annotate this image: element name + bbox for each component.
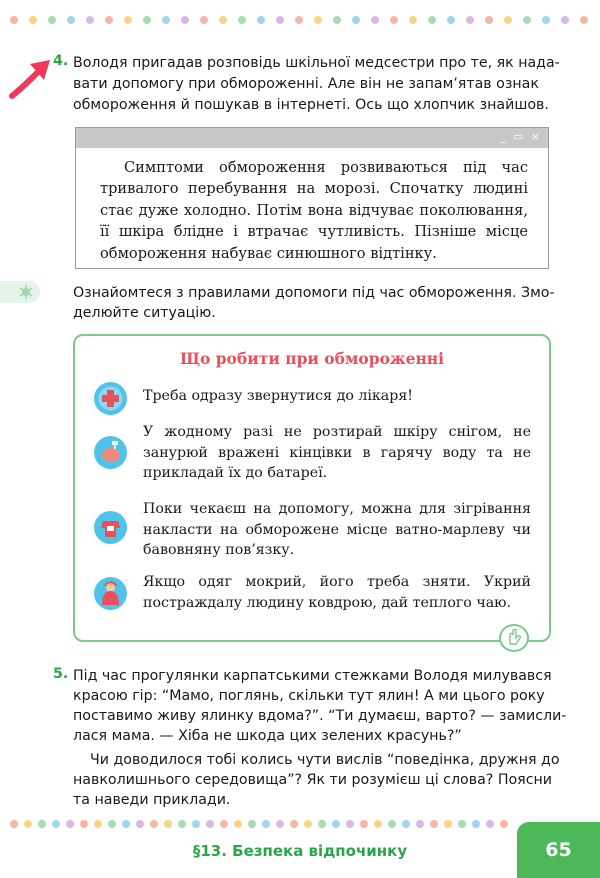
decorative-dot bbox=[192, 820, 200, 828]
first-aid-rules-box bbox=[73, 334, 551, 642]
decorative-dot bbox=[500, 820, 508, 828]
top-dot-border bbox=[0, 16, 600, 26]
decorative-dot bbox=[29, 16, 37, 24]
decorative-dot bbox=[458, 820, 466, 828]
instruction-line-1: Ознайомтеся з правилами допомоги під час обмороження. Змо- bbox=[73, 285, 555, 301]
section-title: §13. Безпека відпочинку bbox=[192, 842, 408, 860]
page-number: 65 bbox=[517, 822, 600, 878]
decorative-dot bbox=[276, 16, 284, 24]
snowflake-icon bbox=[0, 281, 40, 303]
decorative-dot bbox=[360, 820, 368, 828]
decorative-dot bbox=[248, 820, 256, 828]
decorative-dot bbox=[472, 820, 480, 828]
task-5-question-2: навколишнього середовища”? Як ти розумієш ці слова? Поясни bbox=[73, 772, 553, 788]
decorative-dot bbox=[542, 16, 550, 24]
decorative-dot bbox=[181, 16, 189, 24]
task-4-number: 4. bbox=[53, 53, 69, 69]
blanket-person-icon bbox=[94, 577, 127, 610]
decorative-dot bbox=[390, 16, 398, 24]
decorative-dot bbox=[295, 16, 303, 24]
task-5-number: 5. bbox=[53, 666, 69, 682]
hand-washing-icon bbox=[94, 436, 127, 469]
decorative-dot bbox=[220, 820, 228, 828]
decorative-dot bbox=[318, 820, 326, 828]
medical-cross-icon bbox=[94, 382, 127, 415]
decorative-dot bbox=[164, 820, 172, 828]
rule-item-1: Треба одразу звернутися до лікаря! bbox=[143, 388, 413, 404]
decorative-dot bbox=[80, 820, 88, 828]
instruction-line-2: делюйте ситуацію. bbox=[73, 305, 216, 321]
decorative-dot bbox=[504, 16, 512, 24]
task-5-question-3: та наведи приклади. bbox=[73, 792, 231, 808]
decorative-dot bbox=[371, 16, 379, 24]
decorative-dot bbox=[206, 820, 214, 828]
decorative-dot bbox=[352, 16, 360, 24]
decorative-dot bbox=[388, 820, 396, 828]
decorative-dot bbox=[10, 16, 18, 24]
task-5-question-1: Чи доводилося тобі колись чути вислів “поведінка, дружня до bbox=[90, 752, 560, 768]
search-result-window bbox=[75, 127, 549, 269]
decorative-dot bbox=[304, 820, 312, 828]
decorative-dot bbox=[262, 820, 270, 828]
task-5-line-2: красою гір: “Мамо, поглянь, скільки тут ялин! А ми цього року bbox=[73, 688, 545, 704]
decorative-dot bbox=[162, 16, 170, 24]
decorative-dot bbox=[108, 820, 116, 828]
task-4-line-3: обмороження й пошукав в інтернеті. Ось що хлопчик знайшов. bbox=[73, 97, 549, 113]
pointer-arrow-icon bbox=[8, 56, 54, 100]
decorative-dot bbox=[234, 820, 242, 828]
decorative-dot bbox=[136, 820, 144, 828]
decorative-dot bbox=[416, 820, 424, 828]
decorative-dot bbox=[52, 820, 60, 828]
decorative-dot bbox=[402, 820, 410, 828]
decorative-dot bbox=[219, 16, 227, 24]
decorative-dot bbox=[276, 820, 284, 828]
decorative-dot bbox=[346, 820, 354, 828]
rule-item-4: Якщо одяг мокрий, його треба зняти. Укрий постраждалу людину ковдрою, дай теплого чаю. bbox=[143, 574, 531, 611]
decorative-dot bbox=[38, 820, 46, 828]
decorative-dot bbox=[444, 820, 452, 828]
bandage-icon bbox=[94, 511, 127, 544]
task-5-line-4: лася мама. — Хіба не шкода цих зелених красунь?” bbox=[73, 728, 462, 744]
decorative-dot bbox=[150, 820, 158, 828]
decorative-dot bbox=[409, 16, 417, 24]
decorative-dot bbox=[66, 820, 74, 828]
decorative-dot bbox=[48, 16, 56, 24]
decorative-dot bbox=[178, 820, 186, 828]
decorative-dot bbox=[428, 16, 436, 24]
decorative-dot bbox=[374, 820, 382, 828]
decorative-dot bbox=[430, 820, 438, 828]
decorative-dot bbox=[257, 16, 265, 24]
decorative-dot bbox=[143, 16, 151, 24]
decorative-dot bbox=[332, 820, 340, 828]
task-4-line-2: вати допомогу при обмороженні. Але він не запам’ятав ознак bbox=[73, 76, 539, 92]
decorative-dot bbox=[105, 16, 113, 24]
decorative-dot bbox=[561, 16, 569, 24]
hand-badge-icon bbox=[499, 624, 529, 652]
decorative-dot bbox=[200, 16, 208, 24]
decorative-dot bbox=[485, 16, 493, 24]
decorative-dot bbox=[94, 820, 102, 828]
decorative-dot bbox=[10, 820, 18, 828]
decorative-dot bbox=[238, 16, 246, 24]
decorative-dot bbox=[67, 16, 75, 24]
decorative-dot bbox=[447, 16, 455, 24]
decorative-dot bbox=[523, 16, 531, 24]
task-5-line-1: Під час прогулянки карпатськими стежками Володя милувався bbox=[73, 668, 552, 684]
task-5-line-3: поставимо живу ялинку вдома?”. “Ти думаєш, варто? — замисли- bbox=[73, 708, 567, 724]
rules-title: Що робити при обмороженні bbox=[179, 349, 445, 368]
window-controls-icon: _ ▭ × bbox=[499, 130, 542, 143]
decorative-dot bbox=[122, 820, 130, 828]
rule-item-2: У жодному разі не розтирай шкіру снігом, не занурюй вражені кінцівки в гарячу воду та не прикладай їх до батареї. bbox=[143, 424, 531, 482]
decorative-dot bbox=[314, 16, 322, 24]
bottom-dot-border bbox=[0, 820, 600, 830]
decorative-dot bbox=[333, 16, 341, 24]
decorative-dot bbox=[466, 16, 474, 24]
decorative-dot bbox=[486, 820, 494, 828]
decorative-dot bbox=[86, 16, 94, 24]
frostbite-symptoms-text: Симптоми обмороження розвиваються під час тривалого перебування на морозі. Спочатку людині стає дуже холодно. Потім вона відчуває поколювання, її шкіра блідне і втрачає чутливість. Пізніше місце обмороження набуває синюшного відтінку. bbox=[100, 159, 528, 262]
decorative-dot bbox=[24, 820, 32, 828]
window-title-bar bbox=[76, 128, 548, 148]
decorative-dot bbox=[124, 16, 132, 24]
activity-marker bbox=[0, 281, 40, 303]
decorative-dot bbox=[580, 16, 588, 24]
rule-item-3: Поки чекаєш на допомогу, можна для зігрівання накласти на обморожене місце ватно-марлеву чи бавовняну пов’язку. bbox=[143, 501, 531, 559]
task-4-line-1: Володя пригадав розповідь шкільної медсестри про те, як нада- bbox=[73, 55, 560, 71]
decorative-dot bbox=[290, 820, 298, 828]
